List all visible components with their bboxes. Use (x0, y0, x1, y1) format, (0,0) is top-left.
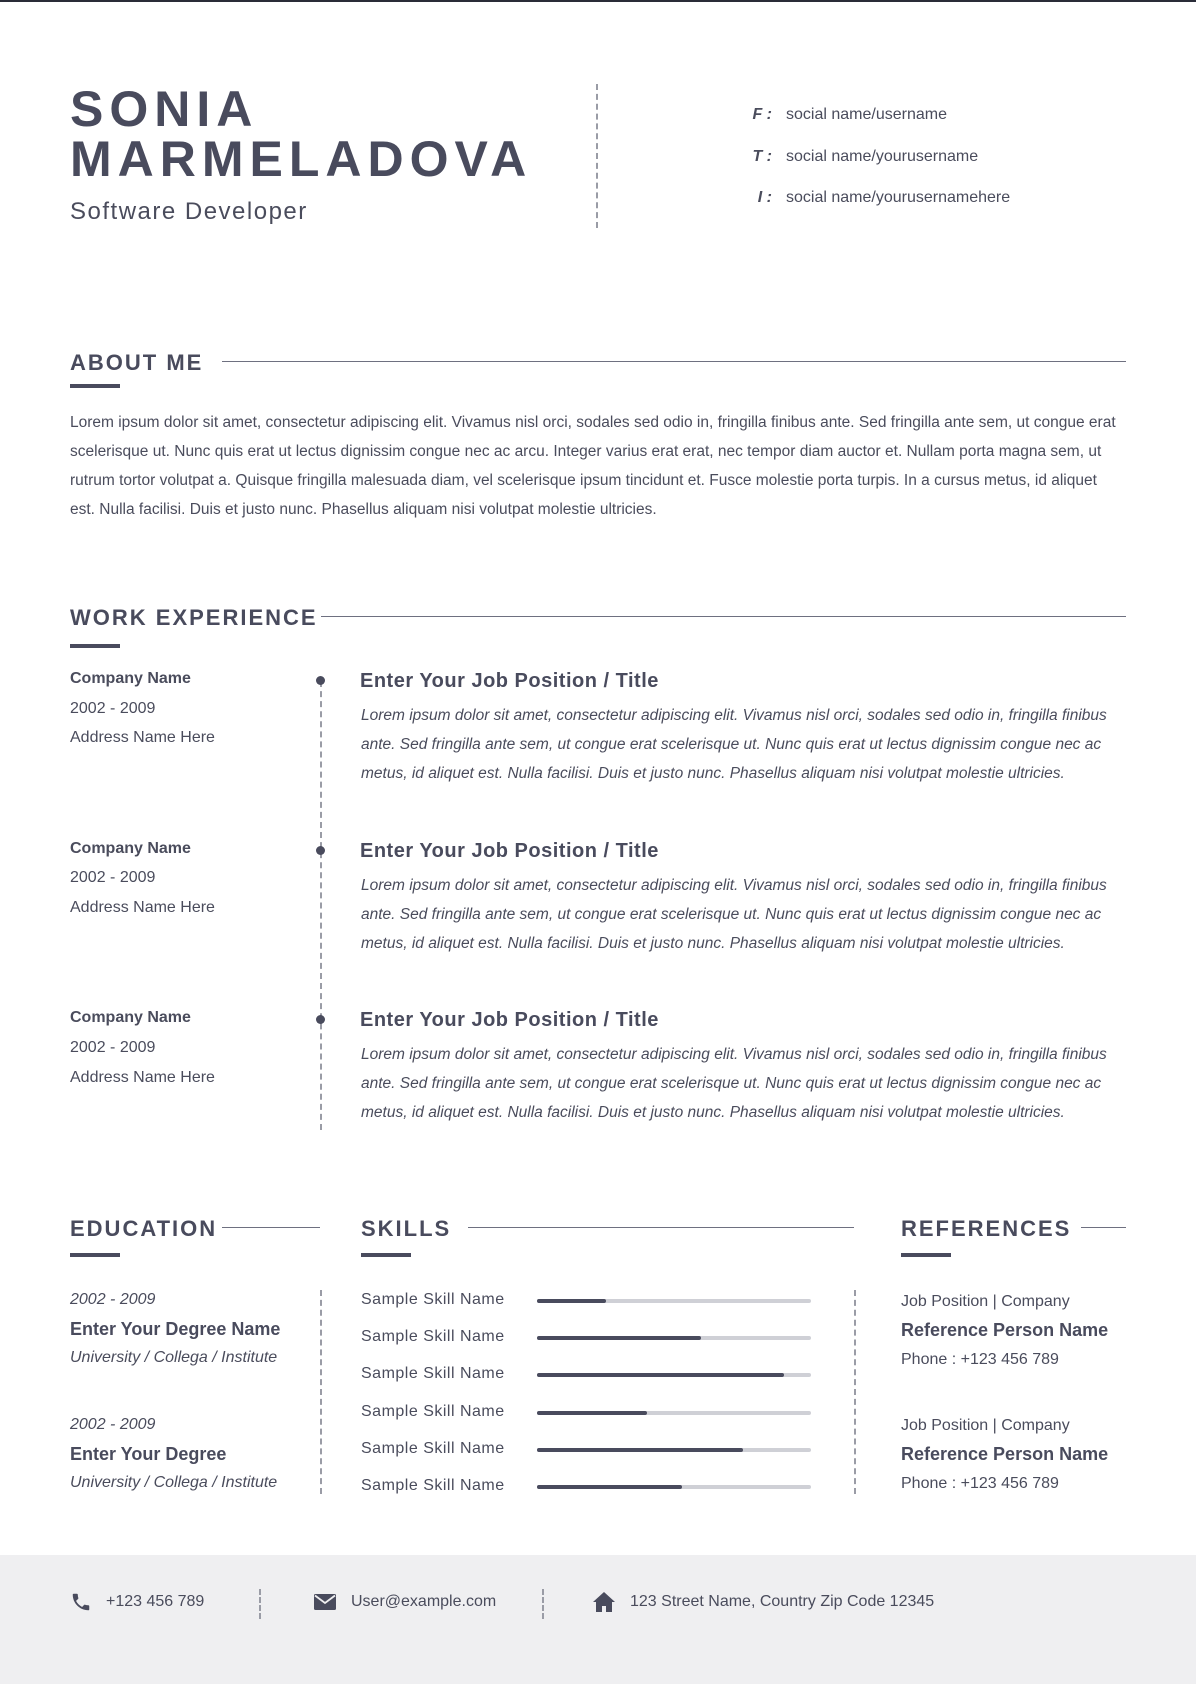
references-heading: REFERENCES (901, 1216, 1072, 1241)
job-title: Enter Your Job Position / Title (360, 1009, 659, 1031)
header-divider (596, 84, 598, 228)
education-underline (70, 1253, 120, 1257)
footer-email-text: User@example.com (351, 1593, 497, 1610)
phone-icon (70, 1591, 92, 1613)
contact-key: T : (752, 148, 772, 165)
about-text: Lorem ipsum dolor sit amet, consectetur adipiscing elit. Vivamus nisl orci, sodales sed odio in, fringilla finibus ante. Sed fringilla ante sem, ut congue erat scelerisque ut. Nunc quis erat ut lectus dignissim congue nec ac arcu. Integer varius erat erat, nec tempor diam auctor et. Nullam porta magna sem, ut rutrum tortor volutpat a. Quisque fringilla malesuada diam, vel scelerisque ipsum tincidunt et. Fusce molestie porta turpis. In a cursus metus, id aliquet est. Nulla facilisi. Duis et justo nunc. Phasellus aliquam nisi volutpat molestie ultricies. (70, 414, 1116, 518)
work-underline (70, 644, 120, 648)
skills-rule (468, 1227, 854, 1228)
reference-name: Reference Person Name (901, 1320, 1109, 1340)
skills-divider (854, 1290, 856, 1494)
skill-name: Sample Skill Name (361, 1328, 505, 1345)
contact-facebook[interactable] (740, 106, 947, 124)
timeline-dot (316, 676, 325, 685)
footer-phone-text: +123 456 789 (106, 1593, 205, 1610)
contact-twitter[interactable] (740, 148, 978, 166)
footer-email[interactable] (313, 1590, 496, 1614)
contact-instagram[interactable] (740, 189, 1010, 207)
work-company: Company Name (70, 670, 191, 687)
contact-value: social name/yourusername (786, 148, 979, 165)
footer-address[interactable] (592, 1590, 934, 1614)
work-timeline (320, 681, 322, 1130)
job-description: Lorem ipsum dolor sit amet, consectetur adipiscing elit. Vivamus nisl orci, sodales sed odio in, fringilla finibus ante. Sed fringilla ante sem, ut congue erat scelerisque ut. Nunc quis erat ut lectus dignissim congue nec ac metus, id aliquet est. Nulla facilisi. Duis et justo nunc. Phasellus aliquam nisi volutpat molestie ultricies. (361, 877, 1107, 952)
job-description: Lorem ipsum dolor sit amet, consectetur adipiscing elit. Vivamus nisl orci, sodales sed odio in, fringilla finibus ante. Sed fringilla ante sem, ut congue erat scelerisque ut. Nunc quis erat ut lectus dignissim congue nec ac metus, id aliquet est. Nulla facilisi. Duis et justo nunc. Phasellus aliquam nisi volutpat molestie ultricies. (361, 1046, 1107, 1121)
skills-heading: SKILLS (361, 1216, 452, 1241)
contact-value: social name/username (786, 106, 947, 123)
top-border (0, 0, 1196, 2)
job-title: Enter Your Job Position / Title (360, 670, 659, 692)
contact-value: social name/yourusernamehere (786, 189, 1011, 206)
reference-position: Job Position | Company (901, 1417, 1070, 1434)
contact-key: I : (757, 189, 772, 206)
skill-bar (537, 1485, 811, 1489)
skill-bar-fill (537, 1485, 682, 1489)
about-heading: ABOUT ME (70, 350, 204, 375)
education-institute: University / Collega / Institute (70, 1349, 278, 1366)
reference-position: Job Position | Company (901, 1293, 1070, 1310)
work-heading: WORK EXPERIENCE (70, 605, 318, 630)
work-address: Address Name Here (70, 899, 215, 916)
skill-name: Sample Skill Name (361, 1477, 505, 1494)
footer-divider (542, 1589, 544, 1619)
education-degree: Enter Your Degree Name (70, 1319, 281, 1339)
education-years: 2002 - 2009 (70, 1416, 156, 1433)
skill-name: Sample Skill Name (361, 1440, 505, 1457)
job-subtitle: Software Developer (70, 198, 308, 225)
work-company: Company Name (70, 840, 191, 857)
skill-bar-fill (537, 1411, 647, 1415)
skill-bar-fill (537, 1373, 784, 1377)
job-title: Enter Your Job Position / Title (360, 840, 659, 862)
work-address: Address Name Here (70, 1069, 215, 1086)
work-years: 2002 - 2009 (70, 1039, 156, 1056)
references-underline (901, 1253, 951, 1257)
about-underline (70, 384, 120, 388)
work-years: 2002 - 2009 (70, 869, 156, 886)
reference-name: Reference Person Name (901, 1444, 1109, 1464)
contact-key: F : (752, 106, 772, 123)
about-rule (222, 361, 1126, 362)
timeline-dot (316, 846, 325, 855)
education-institute: University / Collega / Institute (70, 1474, 278, 1491)
footer (0, 1555, 1196, 1684)
education-degree: Enter Your Degree (70, 1444, 227, 1464)
skill-bar-fill (537, 1299, 606, 1303)
education-divider (320, 1290, 322, 1494)
education-rule (222, 1227, 320, 1228)
name-last: MARMELADOVA (70, 131, 533, 187)
skill-bar (537, 1373, 811, 1377)
reference-phone: Phone : +123 456 789 (901, 1475, 1059, 1492)
work-address: Address Name Here (70, 729, 215, 746)
footer-divider (259, 1589, 261, 1619)
work-years: 2002 - 2009 (70, 700, 156, 717)
footer-phone[interactable] (70, 1590, 204, 1614)
education-heading: EDUCATION (70, 1216, 218, 1241)
work-company: Company Name (70, 1009, 191, 1026)
skill-name: Sample Skill Name (361, 1403, 505, 1420)
skill-bar (537, 1448, 811, 1452)
work-rule (321, 616, 1126, 617)
timeline-dot (316, 1015, 325, 1024)
skill-bar (537, 1299, 811, 1303)
job-description: Lorem ipsum dolor sit amet, consectetur adipiscing elit. Vivamus nisl orci, sodales sed odio in, fringilla finibus ante. Sed fringilla ante sem, ut congue erat scelerisque ut. Nunc quis erat ut lectus dignissim congue nec ac metus, id aliquet est. Nulla facilisi. Duis et justo nunc. Phasellus aliquam nisi volutpat molestie ultricies. (361, 707, 1107, 782)
references-rule (1081, 1227, 1126, 1228)
skill-name: Sample Skill Name (361, 1291, 505, 1308)
envelope-icon (313, 1592, 337, 1612)
education-years: 2002 - 2009 (70, 1291, 156, 1308)
skill-bar-fill (537, 1336, 701, 1340)
reference-phone: Phone : +123 456 789 (901, 1351, 1059, 1368)
home-icon (592, 1591, 616, 1613)
name-first: SONIA (70, 81, 259, 137)
skill-bar (537, 1336, 811, 1340)
skill-bar-fill (537, 1448, 743, 1452)
footer-address-text: 123 Street Name, Country Zip Code 12345 (630, 1593, 935, 1610)
skills-underline (361, 1253, 411, 1257)
person-name (70, 81, 533, 187)
skill-name: Sample Skill Name (361, 1365, 505, 1382)
skill-bar (537, 1411, 811, 1415)
